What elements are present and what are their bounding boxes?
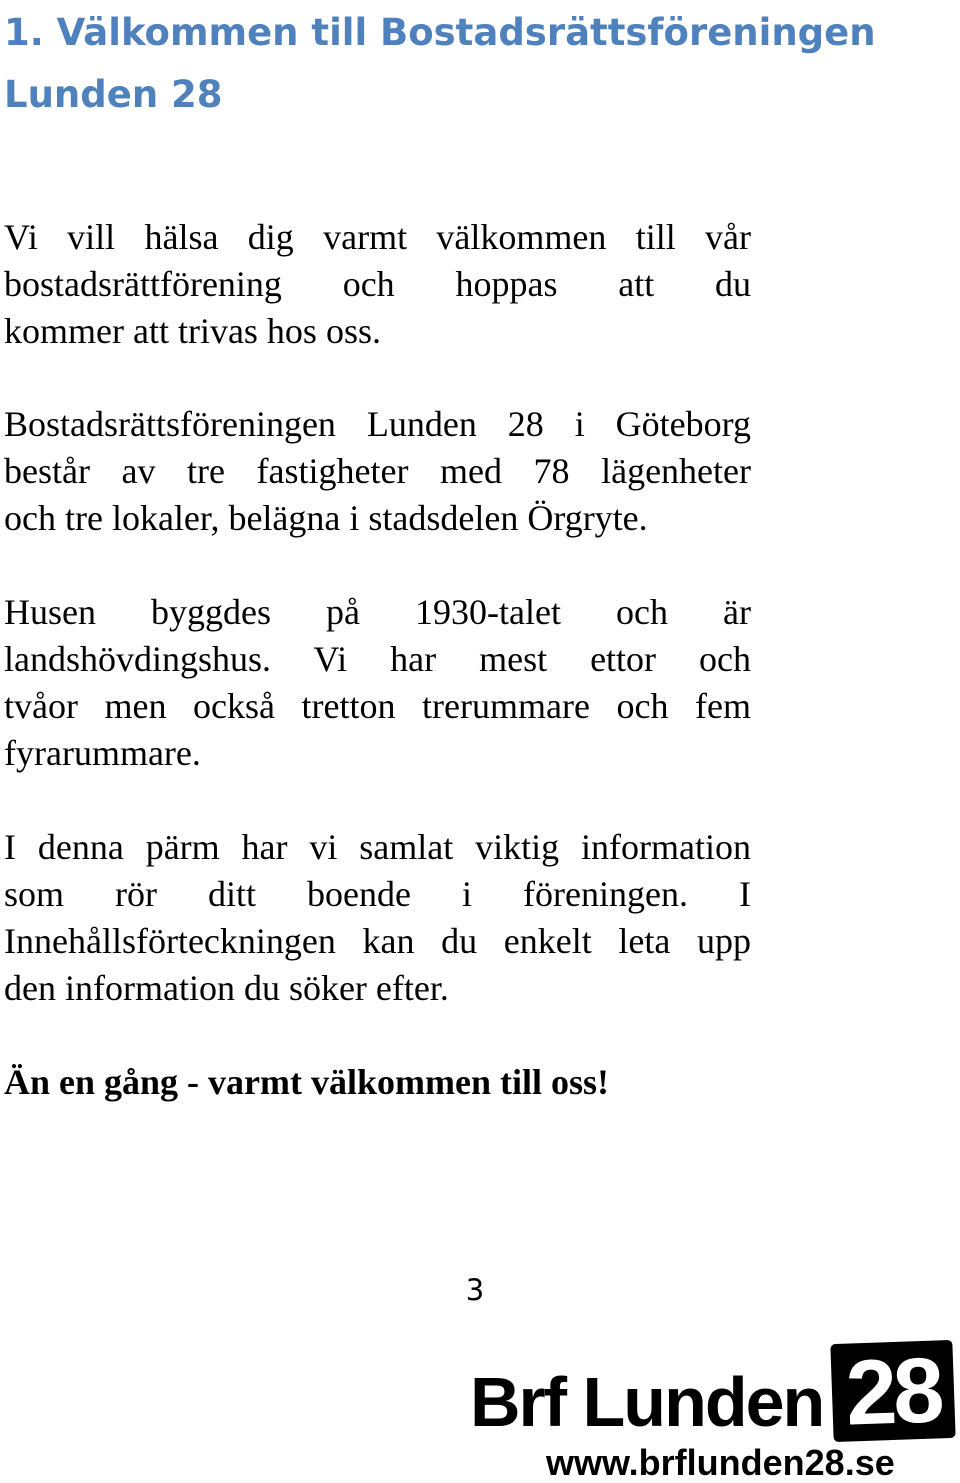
text-line: fyrarummare. [4,733,201,773]
welcome-paragraph [4,214,751,355]
binder-info-paragraph [4,824,751,1012]
text-line: Innehållsförteckningen kan du enkelt leta upp [4,921,751,961]
page-title [4,2,934,126]
text-line: bostadsrättförening och hoppas att du [4,264,751,304]
text-line: som rör ditt boende i föreningen. I [4,874,751,914]
closing-line: Än en gång - varmt välkommen till oss! [4,1062,609,1102]
page-title-line: Lunden 28 [4,73,223,116]
text-line: landshövdingshus. Vi har mest ettor och [4,639,751,679]
text-line: Vi vill hälsa dig varmt välkommen till vår [4,217,751,257]
text-line: består av tre fastigheter med 78 lägenheter [4,451,751,491]
text-line: den information du söker efter. [4,968,449,1008]
logo-number-box [830,1339,955,1445]
text-line: och tre lokaler, belägna i stadsdelen Örgryte. [4,498,648,538]
association-paragraph [4,401,751,542]
text-line: kommer att trivas hos oss. [4,311,381,351]
text-line: I denna pärm har vi samlat viktig information [4,827,751,867]
text-line: Husen byggdes på 1930-talet och är [4,592,751,632]
buildings-paragraph [4,589,751,777]
text-line: tvåor men också tretton trerummare och fem [4,686,751,726]
logo-url: www.brflunden28.se [546,1442,895,1483]
logo-name: Brf Lunden [470,1363,824,1441]
text-line: Bostadsrättsföreningen Lunden 28 i Göteborg [4,404,751,444]
brf-lunden-logo [470,1339,956,1483]
logo-number: 28 [844,1339,942,1445]
page-number: 3 [465,1273,485,1307]
page-title-line: 1. Välkommen till Bostadsrättsföreningen [4,11,876,54]
